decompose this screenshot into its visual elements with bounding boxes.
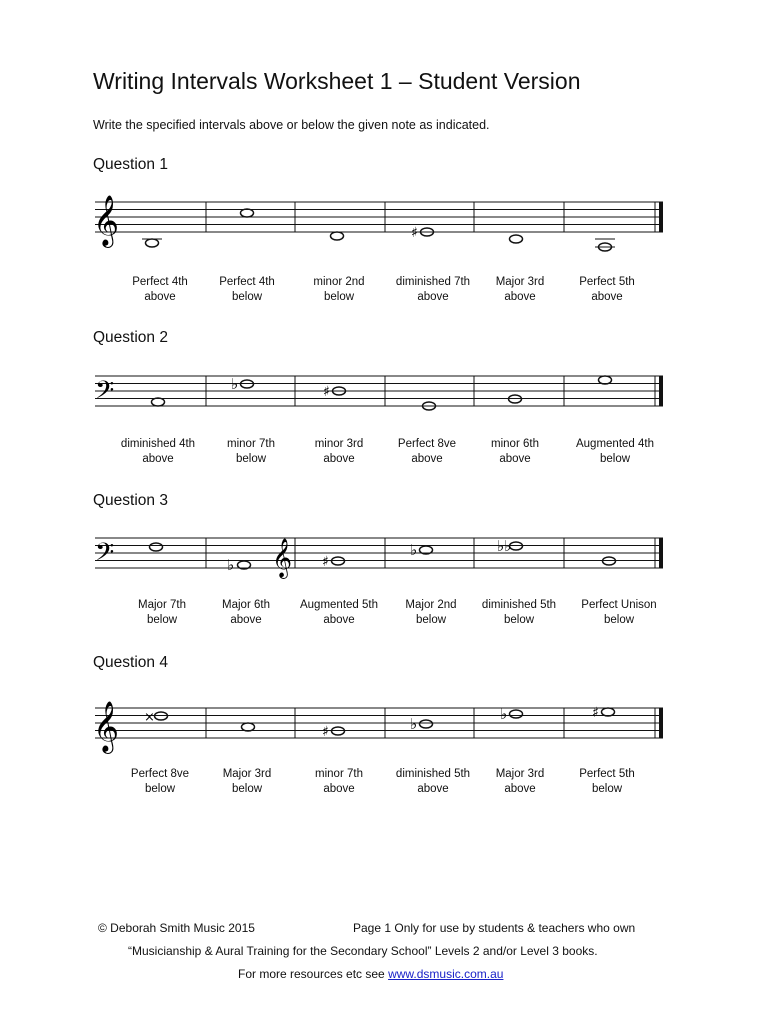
interval-label: Major 2nd [405, 599, 457, 611]
question-3-staff [90, 528, 670, 608]
interval-label: Major 3rd [495, 276, 545, 288]
sharp-icon: ♯ [592, 705, 599, 721]
direction-label: above [499, 453, 531, 465]
page-title: Writing Intervals Worksheet 1 – Student Version [93, 68, 581, 94]
sharp-icon: ♯ [323, 384, 330, 400]
interval-label: minor 3rd [314, 438, 364, 450]
footer-resources [238, 967, 503, 981]
direction-label: below [323, 291, 355, 303]
interval-label: Perfect 4th [219, 276, 275, 288]
website-link[interactable]: www.dsmusic.com.au [388, 967, 504, 981]
flat-icon: ♭ [231, 375, 239, 393]
sharp-icon: ♯ [411, 225, 418, 241]
sharp-icon: ♯ [322, 724, 329, 740]
direction-label: above [417, 783, 449, 795]
direction-label: above [411, 453, 443, 465]
bass-clef-icon: 𝄢 [95, 376, 115, 411]
interval-label: Perfect 5th [579, 768, 635, 780]
flat-icon: ♭ [500, 705, 508, 723]
flat-icon: ♭ [410, 541, 418, 559]
sharp-icon: ♯ [322, 554, 329, 570]
interval-label: Major 6th [222, 599, 270, 611]
question-1-staff [90, 192, 670, 272]
interval-label: Major 7th [138, 599, 186, 611]
question-1-heading: Question 1 [93, 156, 168, 173]
direction-label: above [591, 291, 623, 303]
question-3-heading: Question 3 [93, 492, 168, 509]
treble-clef-icon: 𝄞 [93, 701, 120, 752]
instructions: Write the specified intervals above or below the given note as indicated. [93, 118, 490, 132]
interval-label: Perfect 8ve [397, 438, 457, 450]
interval-label: Perfect 4th [132, 276, 188, 288]
interval-label: Perfect 5th [579, 276, 635, 288]
question-2-heading: Question 2 [93, 329, 168, 346]
direction-label: below [144, 783, 176, 795]
direction-label: below [415, 614, 447, 626]
direction-label: below [146, 614, 178, 626]
interval-label: diminished 5th [395, 768, 471, 780]
interval-label: minor 6th [491, 438, 539, 450]
interval-label: Major 3rd [495, 768, 545, 780]
direction-label: above [230, 614, 262, 626]
interval-label: minor 7th [315, 768, 363, 780]
flat-icon: ♭ [410, 715, 418, 733]
footer-books: “Musicianship & Aural Training for the Secondary School” Levels 2 and/or Level 3 books. [128, 944, 598, 958]
direction-label: below [591, 783, 623, 795]
interval-label: minor 7th [227, 438, 275, 450]
interval-label: Augmented 4th [575, 438, 654, 450]
direction-label: above [504, 783, 536, 795]
interval-label: diminished 7th [395, 276, 471, 288]
direction-label: above [504, 291, 536, 303]
interval-label: Perfect 8ve [130, 768, 190, 780]
direction-label: above [323, 453, 355, 465]
question-4-heading: Question 4 [93, 654, 168, 671]
direction-label: below [599, 453, 631, 465]
footer-page-note: Page 1 Only for use by students & teachers who own [353, 921, 636, 935]
treble-clef-icon: 𝄞 [272, 538, 293, 578]
interval-label: Major 3rd [222, 768, 272, 780]
direction-label: below [603, 614, 635, 626]
flat-icon: ♭ [227, 556, 235, 574]
bass-clef-icon: 𝄢 [95, 538, 115, 573]
direction-label: below [231, 783, 263, 795]
direction-label: above [323, 783, 355, 795]
interval-label: Augmented 5th [299, 599, 378, 611]
footer-copyright: © Deborah Smith Music 2015 [98, 921, 255, 935]
interval-label: minor 2nd [313, 276, 365, 288]
direction-label: below [235, 453, 267, 465]
question-4-staff [90, 698, 670, 778]
interval-label: diminished 5th [481, 599, 557, 611]
question-2-staff [90, 366, 670, 446]
treble-clef-icon: 𝄞 [93, 195, 120, 246]
double-sharp-icon: × [144, 710, 155, 725]
direction-label: above [417, 291, 449, 303]
direction-label: below [231, 291, 263, 303]
footer-resources-prefix: For more resources etc see [238, 967, 389, 981]
direction-label: above [144, 291, 176, 303]
direction-label: below [503, 614, 535, 626]
interval-label: diminished 4th [120, 438, 196, 450]
double-flat-icon: ♭♭ [497, 537, 512, 555]
direction-label: above [142, 453, 174, 465]
interval-label: Perfect Unison [581, 599, 657, 611]
direction-label: above [323, 614, 355, 626]
